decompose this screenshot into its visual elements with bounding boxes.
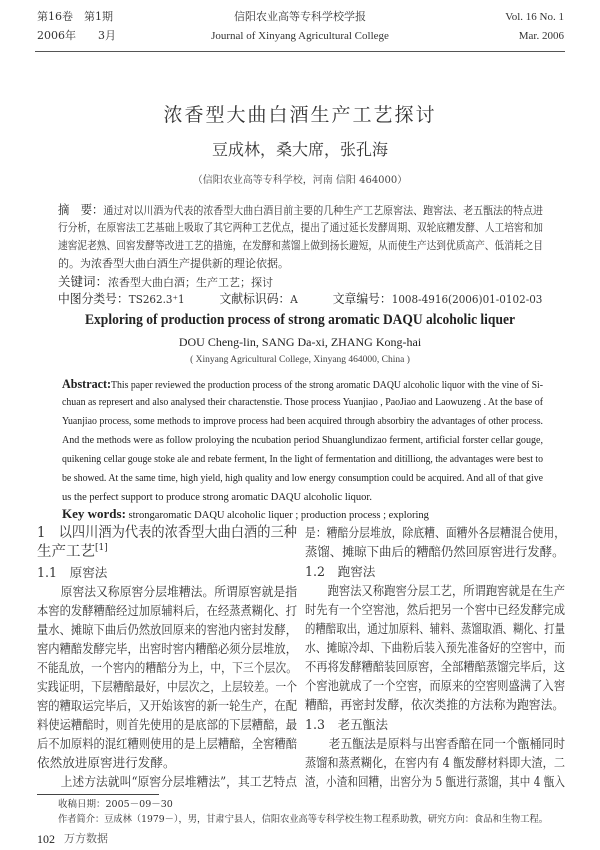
body-line: 不能乱放，一个窖内的糟醅分为上，中，下三个层次。 xyxy=(37,660,297,675)
footnote-rule xyxy=(37,794,159,795)
doc-code-label: 文献标识码： xyxy=(219,291,291,306)
subsection-1-3-heading: 1.3 老五甑法 xyxy=(305,717,388,732)
body-line: 蒸馏、摊晾下曲后的糟醅仍然回原窖进行发酵。 xyxy=(305,544,565,559)
abstract-en-label: Abstract: xyxy=(62,376,112,391)
abstract-en-text: This paper reviewed the production process of the strong aromatic DAQU alcoholic liquor with the vine of Si- xyxy=(111,380,543,391)
citation-ref: [1] xyxy=(95,543,108,554)
clc-label: 中图分类号： xyxy=(58,291,129,306)
abstract-en-line xyxy=(62,376,543,393)
body-line: 上述方法就叫“原窖分层堆糟法”，其工艺特点 xyxy=(37,774,297,789)
volume-issue-en: Vol. 16 No. 1 xyxy=(505,11,564,23)
abstract-cn-line: 行分析，在原窖法工艺基础上吸取了其它两种工艺优点，提出了通过延长发酵周期、双轮底糟发酵、人工培窖和加 xyxy=(58,221,543,234)
header-rule xyxy=(35,51,565,52)
body-line: 窖内糟醅发酵完毕，出窖时窖内糟醅必须分层堆放， xyxy=(37,641,297,656)
body-line: 跑窖法又称跑窖分层工艺，所谓跑窖就是在生产 xyxy=(305,583,565,598)
body-line: 糟醅，再密封发酵，依次类推的方法称为跑窖法。 xyxy=(305,697,565,712)
body-line: 是：糟醅分层堆放，除底糟、面糟外各层糟混合使用， xyxy=(305,525,565,540)
keywords-cn xyxy=(58,274,543,290)
abstract-en-line: Yuanjiao process, some methods to improve process had been acquired through absorbiry the advantages of other process. xyxy=(62,416,543,427)
body-line: 量水、摊晾下曲后仍然放回原来的窖池内密封发酵， xyxy=(37,622,297,637)
keywords-en-label: Key words: xyxy=(62,506,126,521)
keywords-en xyxy=(62,506,543,523)
body-line: 的糟醅取出，通过加原料、辅料、蒸馏取酒、糊化、打量 xyxy=(305,621,565,636)
body-line: 水、摊晾冷却、下曲粉后装入预先准备好的空窖中，而 xyxy=(305,640,565,655)
volume-issue-cn: 第16卷 第1期 xyxy=(37,10,113,23)
received-date: 收稿日期：2005－09－30 xyxy=(58,799,173,810)
section-1-heading-cont xyxy=(37,544,297,561)
clc-value: TS262.3⁺1 xyxy=(128,293,185,306)
watermark: 万方数据 xyxy=(64,832,108,845)
body-line: 本窖的发酵糟醅经过加原辅料后，在经蒸煮糊化、打 xyxy=(37,603,297,618)
classification-line xyxy=(58,291,543,307)
subsection-1-1-heading: 1.1 原窖法 xyxy=(37,565,108,580)
keywords-en-value: strongaromatic DAQU alcoholic liquer ; production process ; exploring xyxy=(128,510,429,521)
abstract-en-line: us the perfect support to produce strong aromatic DAQU alcoholic liquor. xyxy=(62,492,372,503)
article-no-label: 文章编号： xyxy=(332,291,392,306)
authors-en: DOU Cheng-lin, SANG Da-xi, ZHANG Kong-hai xyxy=(178,335,422,349)
abstract-cn-label: 摘 要： xyxy=(58,202,104,217)
journal-name-en: Journal of Xinyang Agricultural College xyxy=(211,30,389,42)
affiliation-cn: （信阳农业高等专科学校，河南 信阳 464000） xyxy=(192,175,408,186)
date-cn: 2006年 3月 xyxy=(37,29,116,42)
keywords-cn-label: 关键词： xyxy=(58,274,109,289)
body-line: 依然放进原窖进行发酵。 xyxy=(37,755,176,770)
doc-code-value: A xyxy=(290,293,298,306)
author-bio: 作者简介：豆成林（1979－），男，甘肃宁县人，信阳农业高等专科学校生物工程系助教，研究方向：食品和生物工程。 xyxy=(58,814,548,825)
date-en: Mar. 2006 xyxy=(518,30,564,42)
body-line: 老五甑法是原料与出窖香醅在同一个甑桶同时 xyxy=(305,736,565,751)
journal-name-cn: 信阳农业高等专科学校学报 xyxy=(234,10,366,23)
body-line: 实践证明，下层糟醅最好，中层次之，上层较差。一个 xyxy=(37,679,297,694)
abstract-en-line: quikening cellar gouge stoke ale and rebate ferment, In the light of fermentation and ditilliong, the advantages were best to xyxy=(62,454,543,465)
body-line: 蒸馏和蒸煮糊化，在窖内有 4 甑发酵材料即大渣，二 xyxy=(305,755,565,770)
keywords-cn-value: 浓香型大曲白酒；生产工艺；探讨 xyxy=(108,276,274,289)
abstract-cn-text: 通过对以川酒为代表的浓香型大曲白酒目前主要的几种生产工艺原窖法、跑窖法、老五甑法的特点进 xyxy=(103,204,543,217)
authors-cn: 豆成林，桑大席，张孔海 xyxy=(211,140,388,159)
affiliation-en: ( Xinyang Agricultural College, Xinyang 464000, China ) xyxy=(190,355,410,365)
body-line: 渣，小渣和回糟，出窖分为 5 甑进行蒸馏，其中 4 甑入 xyxy=(305,774,565,789)
subsection-1-2-heading: 1.2 跑窖法 xyxy=(305,564,376,579)
body-line: 料使运糟醅时，则首先使用的是底部的下层糟醅，最 xyxy=(37,717,297,732)
page-number: 102 xyxy=(37,832,55,846)
abstract-en-line: And the methods were as follow proloying the ncubation period Shuanglundizao ferment, artificial forster cellar gouge, xyxy=(62,435,543,446)
abstract-cn-line xyxy=(58,202,543,218)
body-line: 后不加原料的混红糟则使用的是上层糟醅，全窖糟醅 xyxy=(37,736,297,751)
body-line: 不再将发酵糟醅装回原窖，全部糟醅蒸馏完毕后，这 xyxy=(305,659,565,674)
section-1-heading-text: 生产工艺 xyxy=(37,544,95,560)
abstract-cn-line: 的。为浓香型大曲白酒生产提供新的理论依据。 xyxy=(58,257,289,270)
article-no-value: 1008-4916(2006)01-0102-03 xyxy=(391,293,543,306)
section-1-heading: 1 以四川酒为代表的浓香型大曲白酒的三种 xyxy=(37,525,297,541)
paper-title-en: Exploring of production process of strong aromatic DAQU alcoholic liquer xyxy=(85,312,515,328)
body-line: 原窖法又称原窖分层堆糟法。所谓原窖就是指 xyxy=(37,584,297,599)
abstract-cn-line: 速窖泥老熟、回窖发酵等改进工艺的措施，在发酵和蒸馏上做到扬长避短，从而使生产达到优质高产、低消耗之目 xyxy=(58,239,543,252)
abstract-en-line: chuan as represert and also analysed their charactenstie. Those process Yuanjiao , PaoJiao and Laowuzeng . At the base of xyxy=(62,397,543,408)
abstract-en-line: be showed. At the same time, high yield, high quality and low energy consumption could be acquired. And all of that give xyxy=(62,473,543,484)
body-line: 窖的糟取运完毕后，又开始该窖的新一轮生产，在配 xyxy=(37,698,297,713)
body-line: 个窖池就成了一个空窖，而原来的空窖则盛满了入窖 xyxy=(305,678,565,693)
paper-title-cn: 浓香型大曲白酒生产工艺探讨 xyxy=(163,104,437,126)
body-line: 时先有一个空窖池，然后把另一个窖中已经发酵完成 xyxy=(305,602,565,617)
